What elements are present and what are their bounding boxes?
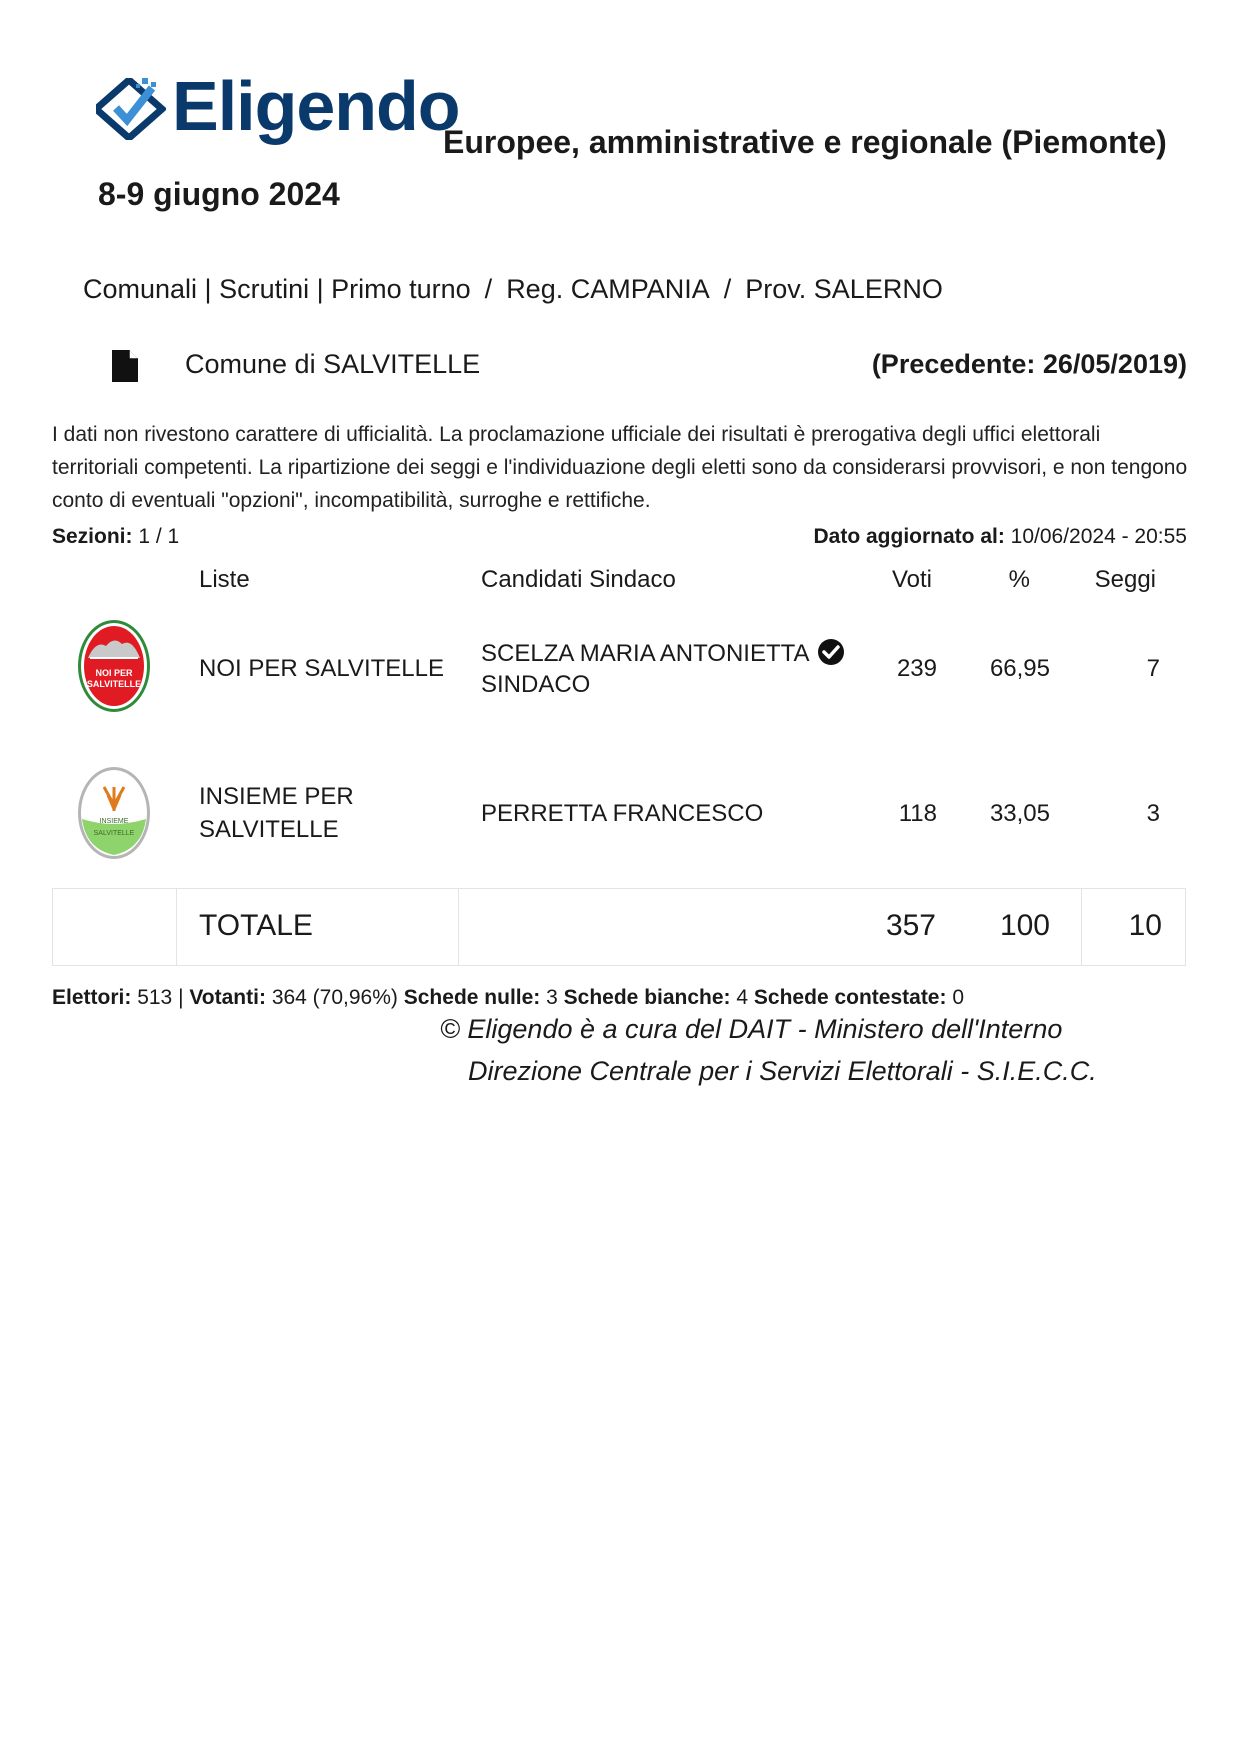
- totale-label: TOTALE: [199, 909, 313, 942]
- nulle-value: 3: [546, 986, 558, 1009]
- logo-text: SALVITELLE: [86, 679, 142, 689]
- votanti-value: 364 (70,96%): [271, 986, 398, 1009]
- candidate-role: SINDACO: [481, 671, 591, 698]
- list-name: NOI PER SALVITELLE: [199, 655, 444, 682]
- sezioni-label: Sezioni:: [52, 525, 133, 548]
- seats-value: 7: [1146, 655, 1160, 682]
- header-voti: Voti: [891, 566, 932, 593]
- contestate-value: 0: [952, 986, 965, 1009]
- logo-text: NOI PER: [95, 668, 133, 678]
- percent-value: 66,95: [989, 655, 1050, 682]
- credits-line-2: Direzione Centrale per i Servizi Elettorali - S.I.E.C.C.: [468, 1056, 1097, 1086]
- eligendo-logo[interactable]: [96, 67, 460, 150]
- bianche-label: Schede bianche:: [563, 986, 731, 1009]
- totale-row: [52, 888, 1186, 966]
- elettori-label: Elettori:: [52, 986, 132, 1009]
- votes-value: 239: [896, 655, 937, 682]
- logo-text: SALVITELLE: [93, 830, 135, 837]
- election-date: 8-9 giugno 2024: [98, 176, 340, 212]
- votes-value: 118: [898, 800, 937, 827]
- elected-check-icon: [817, 638, 845, 666]
- turnout-stats: Elettori: 513 | Votanti: 364 (70,96%) Schede nulle: 3 Schede bianche: 4 Schede contestate: 0: [52, 986, 965, 1009]
- contestate-label: Schede contestate:: [753, 986, 947, 1009]
- list-name: INSIEME PER: [199, 783, 354, 810]
- disclaimer-text: I dati non rivestono carattere di ufficialità. La proclamazione ufficiale dei risultati è prerogativa degli uffici elettorali territoriali competenti. La ripartizione dei seggi e l'individuazione degli eletti sono da considerarsi provvisori, e non tengono conto di eventuali "opzioni", incompatibilità, surroghe e rettifiche.: [52, 423, 1188, 512]
- breadcrumb-separator: /: [484, 274, 493, 304]
- list-name-line2: SALVITELLE: [199, 816, 339, 843]
- logo-wordmark: Eligendo: [172, 67, 460, 145]
- totale-votes: 357: [885, 909, 936, 942]
- candidate-name: PERRETTA FRANCESCO: [481, 800, 764, 827]
- percent-value: 33,05: [989, 800, 1050, 827]
- credits-line-1: © Eligendo è a cura del DAIT - Ministero dell'Interno: [440, 1014, 1063, 1044]
- header-liste: Liste: [199, 566, 250, 593]
- list-logo-noi-per-salvitelle: [76, 618, 152, 714]
- breadcrumb-competition[interactable]: Comunali | Scrutini | Primo turno: [83, 274, 471, 304]
- table-row: [0, 610, 1240, 730]
- header-perc: %: [1008, 566, 1030, 593]
- previous-election-link[interactable]: (Precedente: 26/05/2019): [871, 349, 1187, 379]
- candidate-text: SCELZA MARIA ANTONIETTA: [481, 640, 809, 667]
- table-row: [0, 755, 1240, 875]
- breadcrumb-separator: /: [723, 274, 732, 304]
- update-label: Dato aggiornato al:: [813, 525, 1005, 548]
- breadcrumb: [83, 274, 943, 305]
- votanti-label: Votanti:: [189, 986, 266, 1009]
- breadcrumb-region[interactable]: Reg. CAMPANIA: [506, 274, 710, 304]
- totale-seats: 10: [1128, 909, 1162, 942]
- update-value: 10/06/2024 - 20:55: [1010, 525, 1187, 548]
- nulle-label: Schede nulle:: [403, 986, 541, 1009]
- eligendo-logo-icon: [96, 78, 166, 140]
- candidate-name: [481, 638, 845, 668]
- header-seggi: Seggi: [1094, 566, 1156, 593]
- bianche-value: 4: [736, 986, 749, 1009]
- header-candidati: Candidati Sindaco: [481, 566, 676, 593]
- breadcrumb-province[interactable]: Prov. SALERNO: [745, 274, 943, 304]
- sezioni-value: 1 / 1: [138, 525, 180, 548]
- update-info: [813, 525, 1187, 549]
- list-logo-insieme-per-salvitelle: [76, 765, 152, 861]
- logo-text: INSIEME: [99, 818, 129, 825]
- seats-value: 3: [1146, 800, 1160, 827]
- document-icon[interactable]: [112, 350, 138, 382]
- comune-name: Comune di SALVITELLE: [185, 349, 481, 379]
- elettori-value: 513: [137, 986, 173, 1009]
- totale-percent: 100: [999, 909, 1050, 942]
- election-title: Europee, amministrative e regionale (Piemonte): [443, 124, 1167, 160]
- sezioni-info: [52, 525, 179, 549]
